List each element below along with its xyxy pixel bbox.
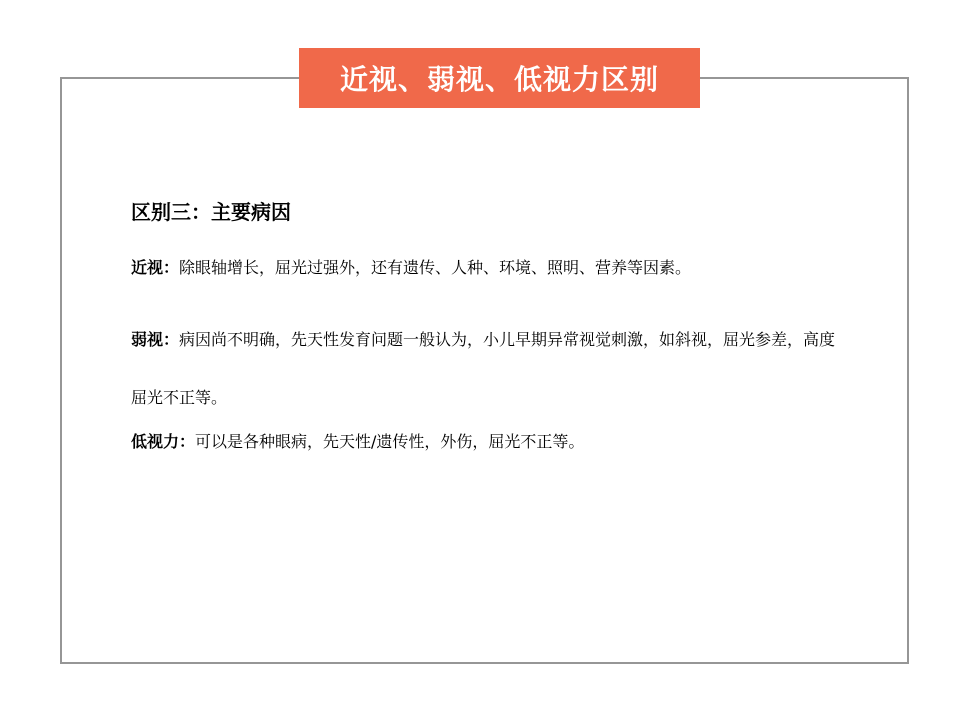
title-banner xyxy=(299,48,700,108)
term-myopia: 近视： xyxy=(131,258,180,277)
paragraph-amblyopia xyxy=(131,311,851,427)
content-body xyxy=(131,196,851,457)
term-amblyopia: 弱视： xyxy=(131,330,180,349)
text-low-vision: 可以是各种眼病，先天性/遗传性，外伤，屈光不正等。 xyxy=(195,432,585,451)
paragraph-myopia xyxy=(131,253,851,283)
page-title: 近视、弱视、低视力区别 xyxy=(339,63,659,96)
text-amblyopia: 病因尚不明确，先天性发育问题一般认为，小儿早期异常视觉刺激，如斜视，屈光参差，高度屈光不正等。 xyxy=(131,330,836,407)
paragraph-low-vision xyxy=(131,427,851,457)
term-low-vision: 低视力： xyxy=(131,432,196,451)
text-myopia: 除眼轴增长，屈光过强外，还有遗传、人种、环境、照明、营养等因素。 xyxy=(179,258,692,277)
section-heading: 区别三：主要病因 xyxy=(131,200,291,224)
